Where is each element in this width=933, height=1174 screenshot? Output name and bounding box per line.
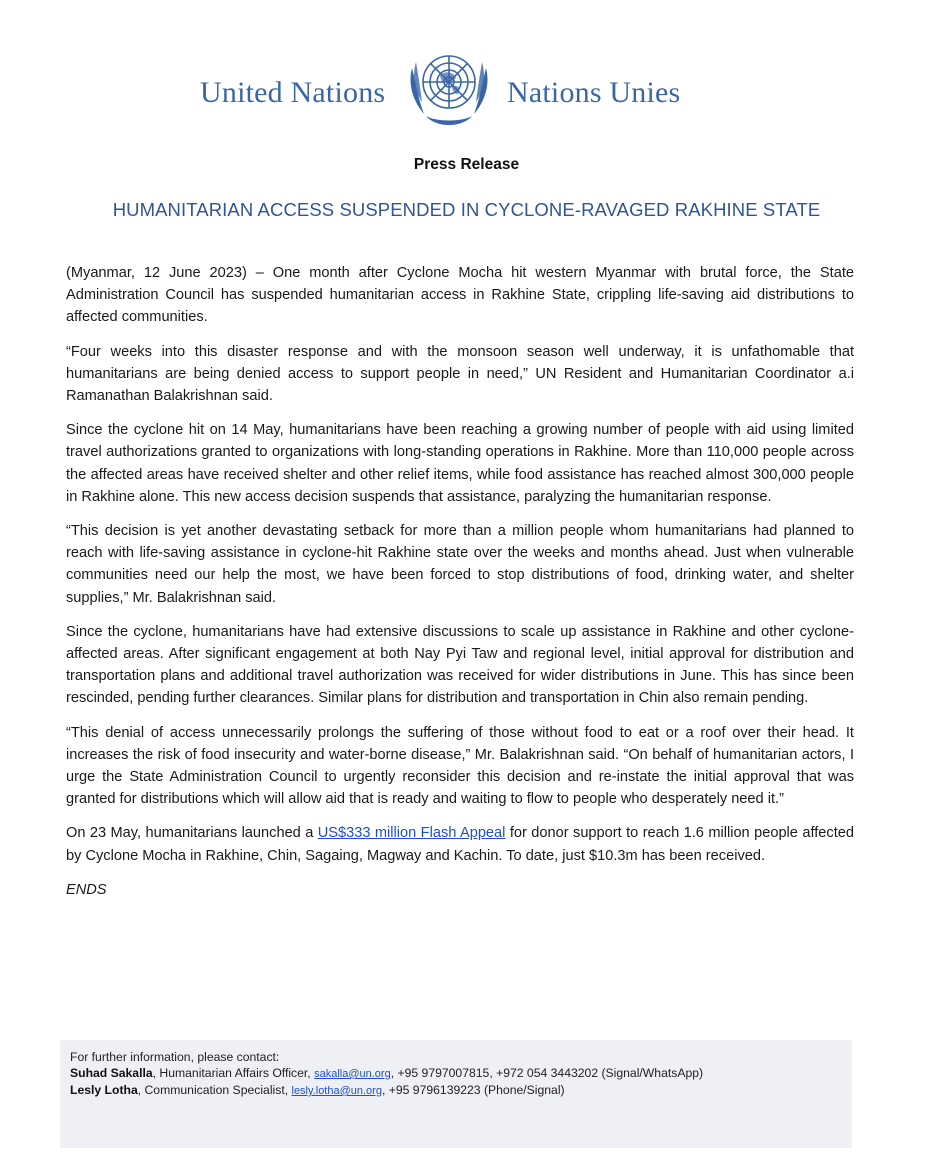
- appeal-text-after: for donor support to reach 1.6 million people affected by Cyclone Mocha in Rakhine, Chin, Sagaing, Magway and Kachin. To date, just $10.3m has been received.: [66, 825, 854, 864]
- release-type: Press Release: [413, 156, 520, 173]
- paragraph: “This decision is yet another devastating setback for more than a million people whom humanitarians had planned to reach with life-saving assistance in cyclone-hit Rakhine state over the weeks and months ahead. Just when vulnerable communities need our help the most, we have been forced to stop distributions of food, drinking water, and shelter supplies,” Mr. Balakrishnan said.: [66, 523, 854, 606]
- contact-phones: , +95 9797007815, +972 054 3443202 (Signal/WhatsApp): [390, 1066, 704, 1080]
- paragraph: (Myanmar, 12 June 2023) – One month after Cyclone Mocha hit western Myanmar with brutal force, the State Administration Council has suspended humanitarian access in Rakhine State, crippling life-saving aid distributions to affected communities.: [66, 265, 854, 326]
- headline: HUMANITARIAN ACCESS SUSPENDED IN CYCLONE-RAVAGED RAKHINE STATE: [112, 199, 821, 220]
- contact-name: Suhad Sakalla: [70, 1066, 153, 1080]
- paragraph: “Four weeks into this disaster response and with the monsoon season well underway, it is unfathomable that humanitarians are being denied access to support people in need,” UN Resident and Humanitarian Coordinator a.i Ramanathan Balakrishnan said.: [66, 343, 854, 405]
- paragraph: Since the cyclone, humanitarians have had extensive discussions to scale up assistance in Rakhine and other cyclone-affected areas. After significant engagement at both Nay Pyi Taw and regional level, initial approval for distribution and transportation plans and additional travel authorization was received for wider distributions in June. This has since been rescinded, pending further clearances. Similar plans for distribution and transportation in Chin also remain pending.: [66, 623, 854, 707]
- letterhead: [0, 38, 933, 148]
- ends-marker: ENDS: [66, 881, 107, 898]
- org-name-french: Nations Unies: [507, 76, 681, 109]
- paragraph: “This denial of access unnecessarily prolongs the suffering of those without food to eat or a roof over their head. It increases the risk of food insecurity and water-borne disease,” Mr. Balakrishnan said. “On behalf of humanitarian actors, I urge the State Administration Council to urgently reconsider this decision and re-instate the initial approval that was granted for distributions which will allow aid that is ready and waiting to flow to people who desperately need it.”: [66, 724, 854, 808]
- contact-name: Lesly Lotha: [70, 1083, 138, 1097]
- contact-line: [70, 1082, 842, 1099]
- un-emblem-icon: [404, 38, 494, 138]
- contact-email-link[interactable]: lesly.lotha@un.org: [291, 1085, 382, 1097]
- contact-line: [70, 1065, 842, 1082]
- contact-box: [60, 1040, 852, 1148]
- contact-intro: For further information, please contact:: [70, 1050, 280, 1064]
- contact-role: , Communication Specialist,: [137, 1083, 292, 1097]
- paragraph: Since the cyclone hit on 14 May, humanitarians have been reaching a growing number of people with aid using limited travel authorizations granted to organizations with long-standing operations in Rakhine. More than 110,000 people across the affected areas have received shelter and other relief items, while food assistance has reached almost 300,000 people in Rakhine alone. This new access decision suspends that assistance, paralyzing the humanitarian response.: [66, 422, 854, 505]
- org-name-english: United Nations: [200, 76, 386, 109]
- contact-email-link[interactable]: sakalla@un.org: [314, 1068, 391, 1080]
- appeal-text-before: On 23 May, humanitarians launched a: [66, 825, 318, 842]
- contact-role: , Humanitarian Affairs Officer,: [152, 1066, 315, 1080]
- press-release-body: [66, 262, 854, 913]
- flash-appeal-link[interactable]: US$333 million Flash Appeal: [317, 825, 506, 842]
- contact-phones: , +95 9796139223 (Phone/Signal): [381, 1083, 565, 1097]
- appeal-paragraph: [66, 822, 854, 866]
